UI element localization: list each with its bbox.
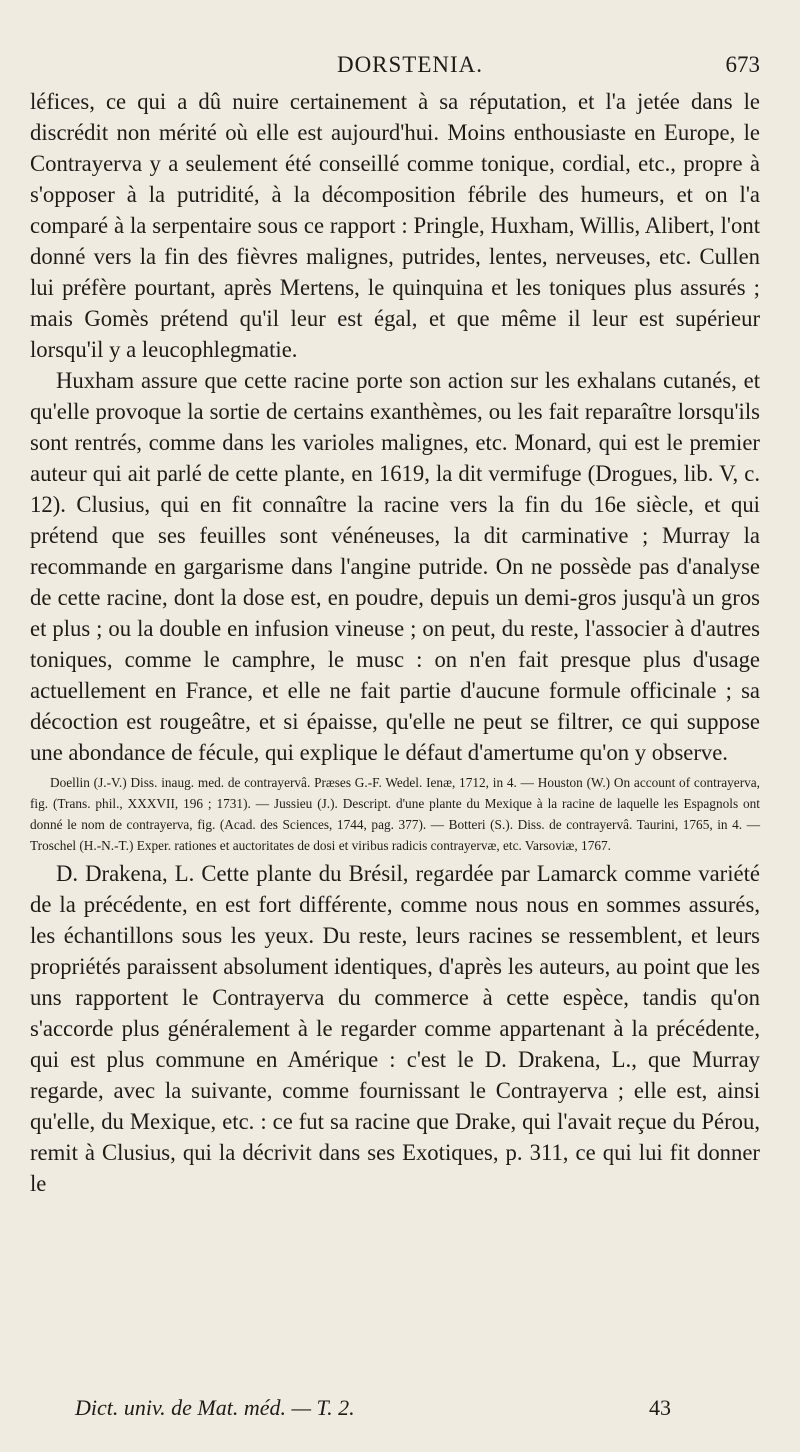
paragraph-drakena: D. Drakena, L. Cette plante du Brésil, regardée par Lamarck comme variété de la précédente, en est fort différente, comme nous nous en sommes assurés, les échantillons sous les yeux. Du reste, leurs racines se ressemblent, et leurs propriétés paraissent absolument identiques, d'après les auteurs, au point que les uns rapportent le Contrayerva du commerce à cette espèce, tandis qu'on s'accorde plus généralement à le regarder comme appartenant à la précédente, qui est plus commune en Amérique : c'est le D. Drakena, L., que Murray regarde, avec la suivante, comme fournissant le Contrayerva ; elle est, ainsi qu'elle, du Mexique, etc. : ce fut sa racine que Drake, qui l'avait reçue du Pérou, remit à Clusius, qui la décrivit dans ses Exotiques, p. 311, ce qui lui fit donner le (30, 861, 760, 1196)
page-number: 673 (725, 52, 760, 77)
bibliography-block (30, 772, 760, 856)
bibliography-text: Doellin (J.-V.) Diss. inaug. med. de contrayervâ. Præses G.-F. Wedel. Ienæ, 1712, in 4. — Houston (W.) On account of contrayerva, fig. (Trans. phil., XXXVII, 196 ; 1731). — Jussieu (J.). Descript. d'une plante du Mexique à la racine de laquelle les Espagnols ont donné le nom de contrayerva, fig. (Acad. des Sciences, 1744, pag. 377). — Botteri (S.). Diss. de contrayervâ. Taurini, 1765, in 4. — Troschel (H.-N.-T.) Exper. rationes et auctoritates de dosi et viribus radicis contrayervæ, etc. Varsoviæ, 1767. (30, 775, 760, 853)
signature-mark: Dict. univ. de Mat. méd. — T. 2. (75, 1395, 355, 1420)
page-footer (75, 1395, 745, 1427)
sheet-number: 43 (649, 1395, 671, 1420)
paragraph-continued: léfices, ce qui a dû nuire certainement à sa réputation, et l'a jetée dans le discrédit non mérité où elle est aujourd'hui. Moins enthousiaste en Europe, le Contrayerva y a seulement été conseillé comme tonique, cordial, etc., propre à s'opposer à la putridité, à la décomposition fébrile des humeurs, et on l'a comparé à la serpentaire sous ce rapport : Pringle, Huxham, Willis, Alibert, l'ont donné vers la fin des fièvres malignes, putrides, lentes, nerveuses, etc. Cullen lui préfère pourtant, après Mertens, le quinquina et les toniques plus assurés ; mais Gomès prétend qu'il leur est égal, et que même il leur est supérieur lorsqu'il y a leucophlegmatie. (30, 89, 760, 362)
running-title: DORSTENIA. (336, 52, 484, 77)
paragraph-huxham: Huxham assure que cette racine porte son action sur les exhalans cutanés, et qu'elle provoque la sortie de certains exanthèmes, ou les fait reparaître lorsqu'ils sont rentrés, comme dans les varioles malignes, etc. Monard, qui est le premier auteur qui ait parlé de cette plante, en 1619, la dit vermifuge (Drogues, lib. V, c. 12). Clusius, qui en fit connaître la racine vers la fin du 16e siècle, et qui prétend que ses feuilles sont vénéneuses, la dit carminative ; Murray la recommande en gargarisme dans l'angine putride. On ne possède pas d'analyse de cette racine, dont la dose est, en poudre, depuis un demi-gros jusqu'à un gros et plus ; ou la double en infusion vineuse ; on peut, du reste, l'associer à d'autres toniques, comme le camphre, le musc : on n'en fait presque plus d'usage actuellement en France, et elle ne fait partie d'aucune formule officinale ; sa décoction est rougeâtre, et si épaisse, qu'elle ne peut se filtrer, ce qui suppose une abondance de fécule, qui explique le défaut d'amertume qu'on y observe. (30, 368, 760, 765)
main-text (30, 86, 760, 1199)
running-header (60, 52, 760, 86)
